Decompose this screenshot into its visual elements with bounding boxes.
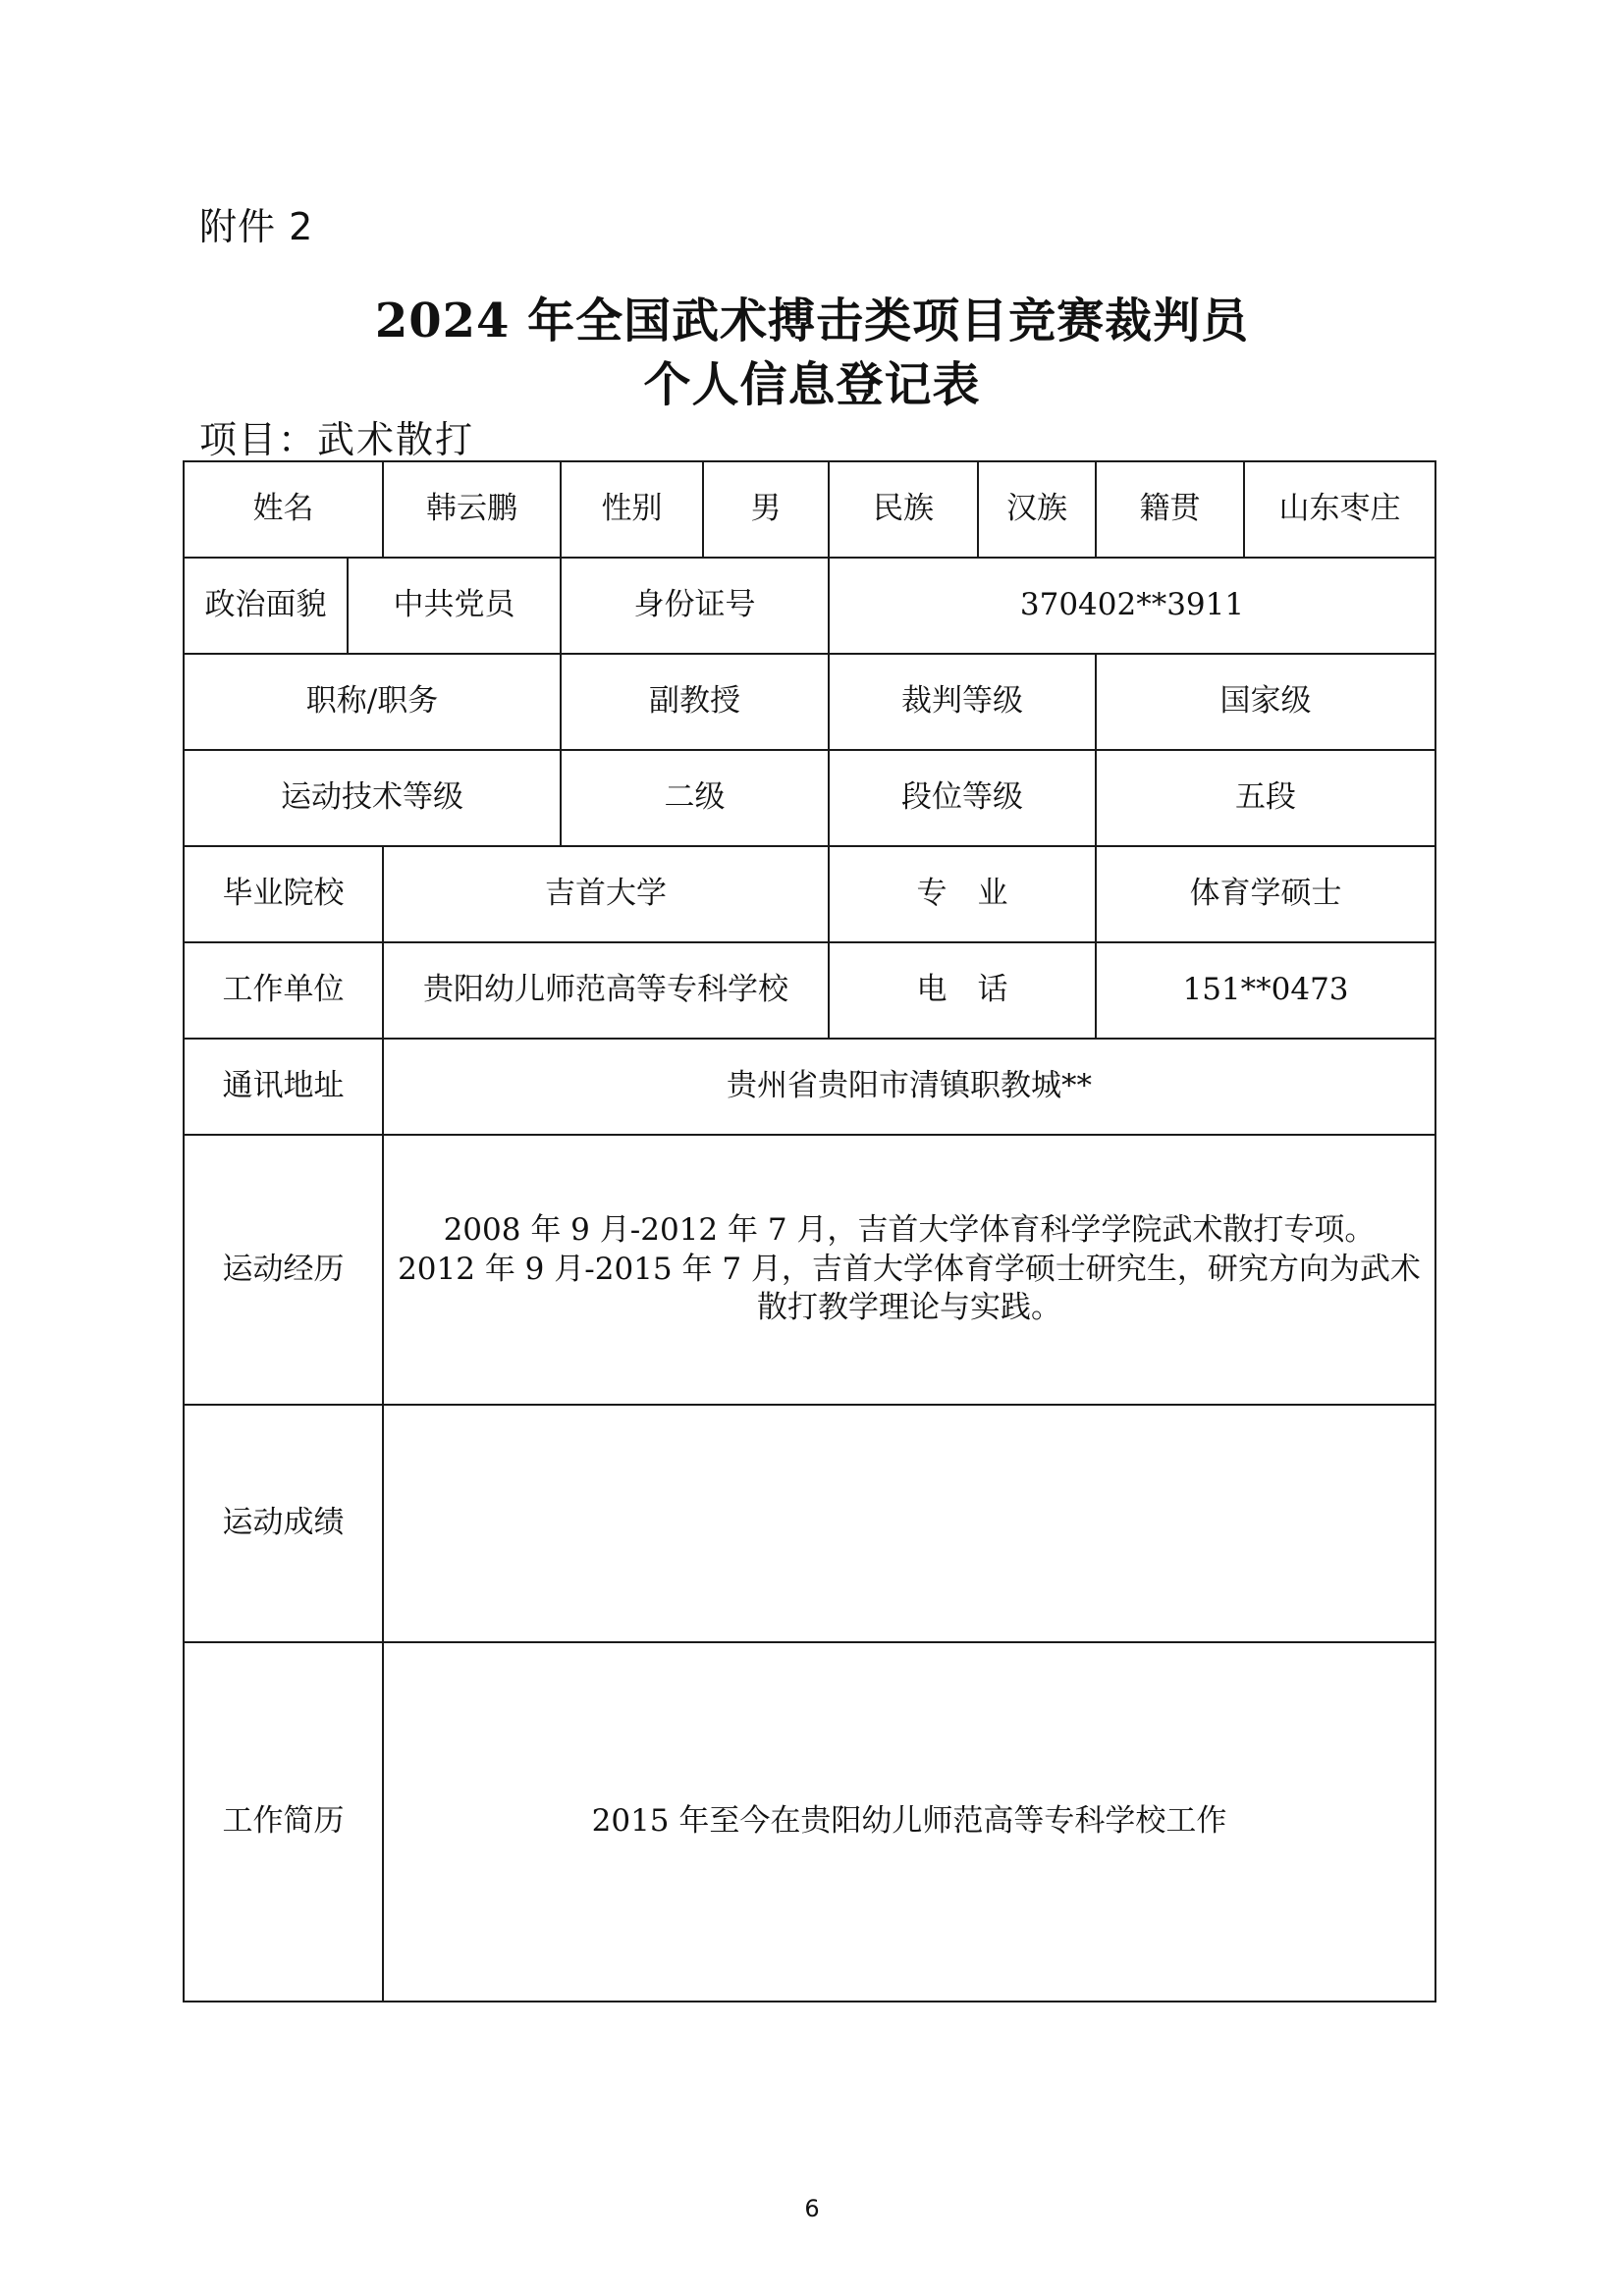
gender-label: 性别 bbox=[561, 461, 703, 558]
ethnicity-value: 汉族 bbox=[978, 461, 1096, 558]
name-value: 韩云鹏 bbox=[383, 461, 561, 558]
sport-results-label: 运动成绩 bbox=[184, 1405, 383, 1642]
referee-level-value: 国家级 bbox=[1096, 654, 1435, 750]
sport-history-content bbox=[383, 1135, 1435, 1405]
row-title-referee bbox=[184, 654, 1435, 750]
id-number-value: 370402**3911 bbox=[829, 558, 1435, 654]
address-value: 贵州省贵阳市清镇职教城** bbox=[383, 1039, 1435, 1135]
sport-history-line: 2012 年 9 月-2015 年 7 月，吉首大学体育学硕士研究生，研究方向为武术散打教学理论与实践。 bbox=[398, 1251, 1421, 1326]
school-label: 毕业院校 bbox=[184, 846, 383, 942]
row-address bbox=[184, 1039, 1435, 1135]
political-status-label: 政治面貌 bbox=[184, 558, 348, 654]
page-number: 6 bbox=[804, 2195, 820, 2222]
row-sport-history bbox=[184, 1135, 1435, 1405]
row-sport-dan bbox=[184, 750, 1435, 846]
row-political-id bbox=[184, 558, 1435, 654]
referee-level-label: 裁判等级 bbox=[829, 654, 1096, 750]
major-value: 体育学硕士 bbox=[1096, 846, 1435, 942]
id-number-label: 身份证号 bbox=[561, 558, 829, 654]
major-label: 专 业 bbox=[829, 846, 1096, 942]
gender-value: 男 bbox=[703, 461, 829, 558]
row-school-major bbox=[184, 846, 1435, 942]
employer-label: 工作单位 bbox=[184, 942, 383, 1039]
native-place-value: 山东枣庄 bbox=[1244, 461, 1435, 558]
native-place-label: 籍贯 bbox=[1096, 461, 1244, 558]
sport-history-line: 2008 年 9 月-2012 年 7 月，吉首大学体育科学学院武术散打专项。 bbox=[443, 1211, 1376, 1248]
phone-value: 151**0473 bbox=[1096, 942, 1435, 1039]
work-history-value: 2015 年至今在贵阳幼儿师范高等专科学校工作 bbox=[383, 1642, 1435, 2002]
ethnicity-label: 民族 bbox=[829, 461, 978, 558]
political-status-value: 中共党员 bbox=[348, 558, 561, 654]
registration-form-table bbox=[183, 460, 1436, 2002]
row-basic-info bbox=[184, 461, 1435, 558]
address-label: 通讯地址 bbox=[184, 1039, 383, 1135]
row-work-history bbox=[184, 1642, 1435, 2002]
job-title-label: 职称/职务 bbox=[184, 654, 561, 750]
job-title-value: 副教授 bbox=[561, 654, 829, 750]
name-label: 姓名 bbox=[184, 461, 383, 558]
sport-level-label: 运动技术等级 bbox=[184, 750, 561, 846]
attachment-label: 附件 2 bbox=[199, 205, 314, 248]
employer-value: 贵阳幼儿师范高等专科学校 bbox=[383, 942, 829, 1039]
form-title-line2: 个人信息登记表 bbox=[643, 357, 981, 412]
row-employer-phone bbox=[184, 942, 1435, 1039]
phone-label: 电 话 bbox=[829, 942, 1096, 1039]
dan-level-value: 五段 bbox=[1096, 750, 1435, 846]
form-title-line1: 2024 年全国武术搏击类项目竞赛裁判员 bbox=[374, 294, 1250, 348]
row-sport-results bbox=[184, 1405, 1435, 1642]
school-value: 吉首大学 bbox=[383, 846, 829, 942]
sport-level-value: 二级 bbox=[561, 750, 829, 846]
sport-history-label: 运动经历 bbox=[184, 1135, 383, 1405]
project-line: 项目：武术散打 bbox=[199, 418, 475, 461]
work-history-label: 工作简历 bbox=[184, 1642, 383, 2002]
dan-level-label: 段位等级 bbox=[829, 750, 1096, 846]
sport-results-value bbox=[383, 1405, 1435, 1642]
